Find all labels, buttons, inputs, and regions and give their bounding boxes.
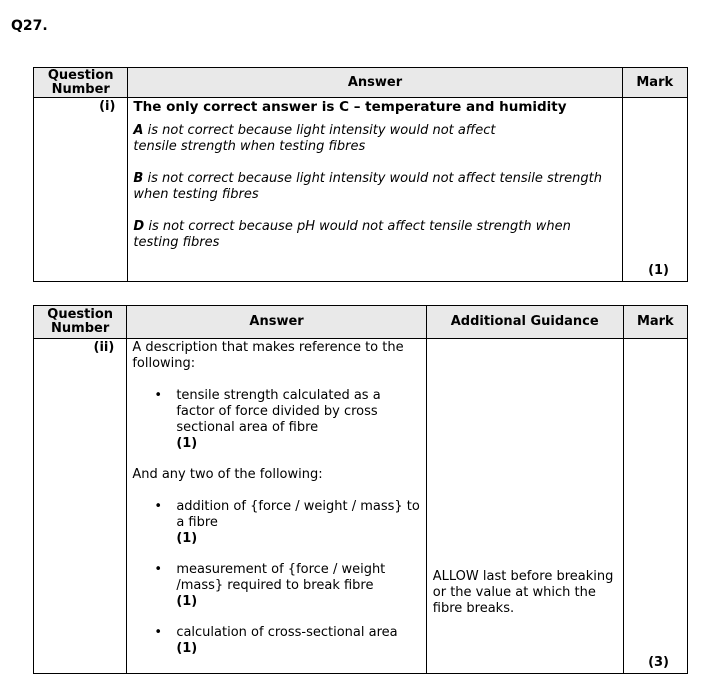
header-row [34, 306, 688, 339]
header-mark: Mark [622, 68, 687, 98]
answer-row [34, 339, 688, 674]
question-number: (i) [34, 98, 128, 282]
list-item [154, 388, 421, 452]
reason-b [133, 171, 617, 203]
bullet-text [176, 499, 421, 547]
and-any-two: And any two of the following: [132, 467, 323, 482]
mark-scheme-table-part-i [33, 67, 688, 282]
option-letter: B [133, 171, 144, 186]
bullet-icon: • [154, 499, 162, 514]
reason-text: is not correct because light intensity would not affect [143, 123, 496, 138]
mark-cell [622, 98, 687, 282]
header-question-number: Question Number [34, 306, 127, 339]
list-item [154, 499, 421, 547]
bullet-body: tensile strength calculated as a factor of force divided by cross sectional area of fibre [176, 388, 381, 435]
answer-intro: A description that makes reference to the following: [132, 340, 404, 371]
guidance-cell [426, 339, 623, 674]
header-answer: Answer [127, 306, 426, 339]
reason-text: is not correct because pH would not affect tensile strength when [144, 219, 571, 234]
bullet-body: addition of {force / weight / mass} to a fibre [176, 499, 420, 530]
header-answer: Answer [128, 68, 622, 98]
bullet-text [176, 625, 421, 657]
bullet-mark: (1) [176, 531, 198, 546]
reason-text: is not correct because light intensity would not affect tensile strength [143, 171, 602, 186]
guidance-text: ALLOW last before breaking or the value at which the fibre breaks. [432, 569, 614, 616]
answer-cell [128, 98, 622, 282]
mark-cell [623, 339, 687, 674]
bullet-icon: • [154, 388, 162, 403]
reason-text-line2: when testing fibres [133, 187, 259, 202]
header-mark: Mark [623, 306, 687, 339]
header-question-number: Question Number [34, 68, 128, 98]
bullet-text [176, 388, 421, 452]
option-letter: D [133, 219, 145, 234]
reason-text-line2: tensile strength when testing fibres [133, 139, 366, 154]
bullet-icon: • [154, 625, 162, 640]
reason-d [133, 219, 617, 251]
reason-text-line2: testing fibres [133, 235, 220, 250]
header-row [34, 68, 688, 98]
list-item [154, 562, 421, 610]
option-letter: A [133, 123, 144, 138]
correct-answer-statement: The only correct answer is C – temperature and humidity [133, 99, 567, 115]
list-item [154, 625, 421, 657]
header-additional-guidance: Additional Guidance [426, 306, 623, 339]
answer-cell [127, 339, 426, 674]
question-number: (ii) [34, 339, 127, 674]
mark-value: (3) [648, 655, 669, 670]
bullet-body: calculation of cross-sectional area [176, 625, 398, 640]
mark-value: (1) [648, 263, 669, 278]
bullet-text [176, 562, 421, 610]
answer-row [34, 98, 688, 282]
bullet-body: measurement of {force / weight /mass} required to break fibre [176, 562, 386, 593]
bullet-icon: • [154, 562, 162, 577]
reason-a [133, 123, 617, 155]
bullet-mark: (1) [176, 594, 198, 609]
question-label: Q27. [11, 18, 48, 34]
bullet-mark: (1) [176, 641, 198, 656]
bullet-mark: (1) [176, 436, 198, 451]
mark-scheme-table-part-ii [33, 305, 688, 674]
